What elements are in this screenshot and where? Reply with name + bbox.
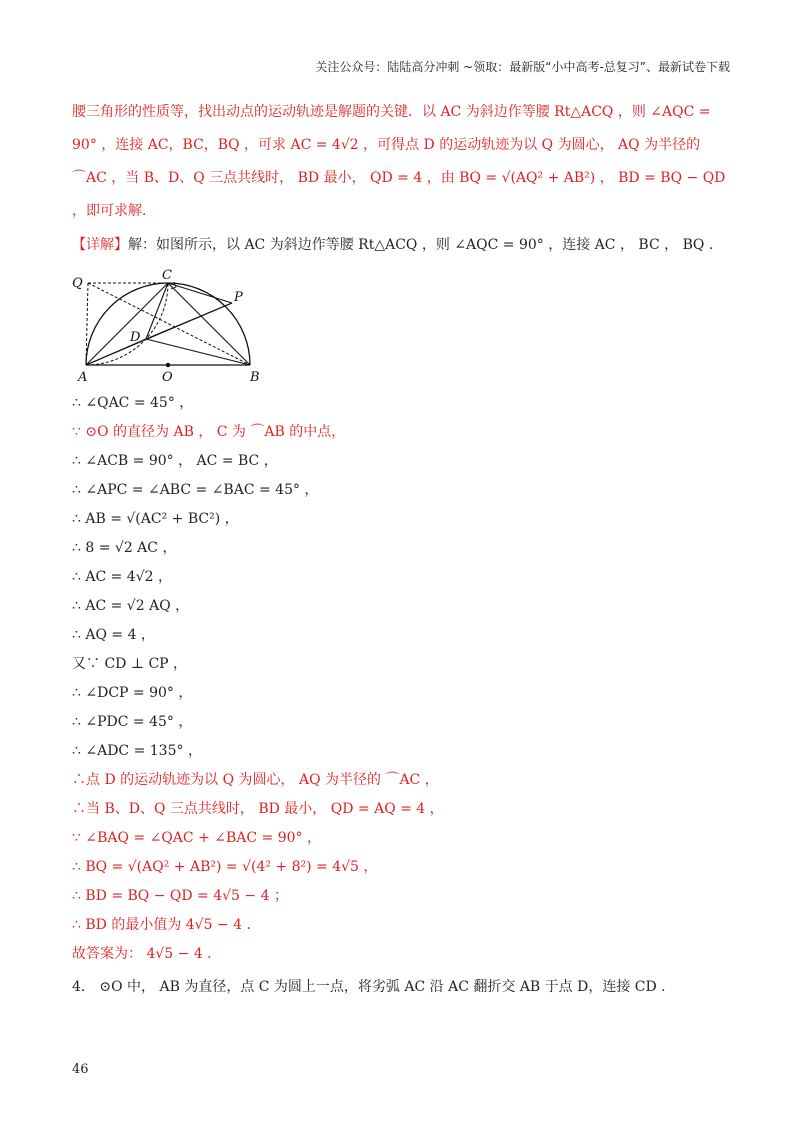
label-a: A bbox=[78, 370, 88, 385]
solution-step: ∴点 D 的运动轨迹为以 Q 为圆心， AQ 为半径的 ⌒AC ， bbox=[72, 772, 439, 788]
solution-step: 又∵ CD ⊥ CP ， bbox=[72, 656, 188, 672]
solution-step: ∴ BQ = √(AQ² + AB²) = √(4² + 8²) = 4√5 ， bbox=[72, 859, 378, 875]
figure-svg bbox=[72, 267, 272, 385]
solution-step: ∴ AB = √(AC² + BC²) ， bbox=[72, 511, 239, 527]
solution-step: ∴ ∠ACB = 90° ， AC = BC ， bbox=[72, 453, 278, 469]
solution-step: 故答案为： 4√5 − 4 ． bbox=[72, 946, 222, 962]
label-c: C bbox=[162, 268, 172, 283]
solution-step: ∴ ∠APC = ∠ABC = ∠BAC = 45° ， bbox=[72, 482, 319, 498]
label-o: O bbox=[162, 370, 173, 385]
solution-step: ∴ AC = √2 AQ ， bbox=[72, 598, 190, 614]
segment-qb bbox=[88, 283, 250, 365]
solution-step: ∴ BD = BQ − QD = 4√5 − 4 ； bbox=[72, 888, 288, 904]
solution-content bbox=[72, 96, 732, 1002]
solution-step: ∴ AQ = 4 ， bbox=[72, 627, 155, 643]
solution-step: ∴ ∠DCP = 90° ， bbox=[72, 685, 193, 701]
geometry-figure bbox=[72, 267, 272, 385]
solution-step: ∴当 B、D、Q 三点共线时， BD 最小， QD = AQ = 4 ， bbox=[72, 801, 444, 817]
segment-db bbox=[146, 339, 250, 365]
detail-line bbox=[72, 230, 732, 261]
center-point-o bbox=[166, 363, 170, 367]
label-d: D bbox=[130, 330, 141, 345]
semicircle-arc bbox=[86, 283, 250, 365]
solution-step: ∴ AC = 4√2 ， bbox=[72, 569, 172, 585]
label-q: Q bbox=[72, 276, 83, 291]
page-header: 关注公众号：陆陆高分冲刺 ~领取：最新版“小中高考-总复习”、最新试卷下载 bbox=[315, 60, 730, 74]
solution-step: ∴ ∠QAC = 45° ， bbox=[72, 395, 194, 411]
detail-tag: 【详解】 bbox=[72, 237, 128, 253]
solution-step: ∴ ∠PDC = 45° ， bbox=[72, 714, 193, 730]
solution-steps bbox=[72, 389, 732, 969]
segment-ac bbox=[86, 283, 168, 365]
page-number: 46 bbox=[72, 1062, 89, 1077]
question-4: 4． ⊙O 中， AB 为直径，点 C 为圆上一点，将劣弧 AC 沿 AC 翻折交 AB 于点 D，连接 CD ． bbox=[72, 979, 676, 995]
label-b: B bbox=[250, 370, 260, 385]
label-p: P bbox=[234, 290, 243, 305]
solution-step: ∵ ∠BAQ = ∠QAC + ∠BAC = 90° ， bbox=[72, 830, 321, 846]
solution-step: ∴ ∠ADC = 135° ， bbox=[72, 743, 202, 759]
solution-step: ∴ 8 = √2 AC ， bbox=[72, 540, 177, 556]
solution-step: ∴ BD 的最小值为 4√5 − 4 ． bbox=[72, 917, 261, 933]
analysis-paragraph: 腰三角形的性质等，找出动点的运动轨迹是解题的关键．以 AC 为斜边作等腰 Rt△ACQ ，则 ∠AQC = 90° ，连接 AC，BC，BQ ，可求 AC = 4√2 ，可得点 D 的运动轨迹为以 Q 为圆心， AQ 为半径的 ⌒AC ，当 B、D、Q 三点共线时， BD 最小， QD = 4 ，由 BQ = √(AQ² + AB²) ， BD = BQ − QD ，即可求解． bbox=[72, 104, 726, 219]
solution-step: ∵ ⊙O 的直径为 AB ， C 为 ⌒AB 的中点， bbox=[72, 424, 346, 440]
detail-text: 解：如图所示，以 AC 为斜边作等腰 Rt△ACQ ，则 ∠AQC = 90° ，连接 AC ， BC ， BQ ． bbox=[128, 237, 723, 253]
